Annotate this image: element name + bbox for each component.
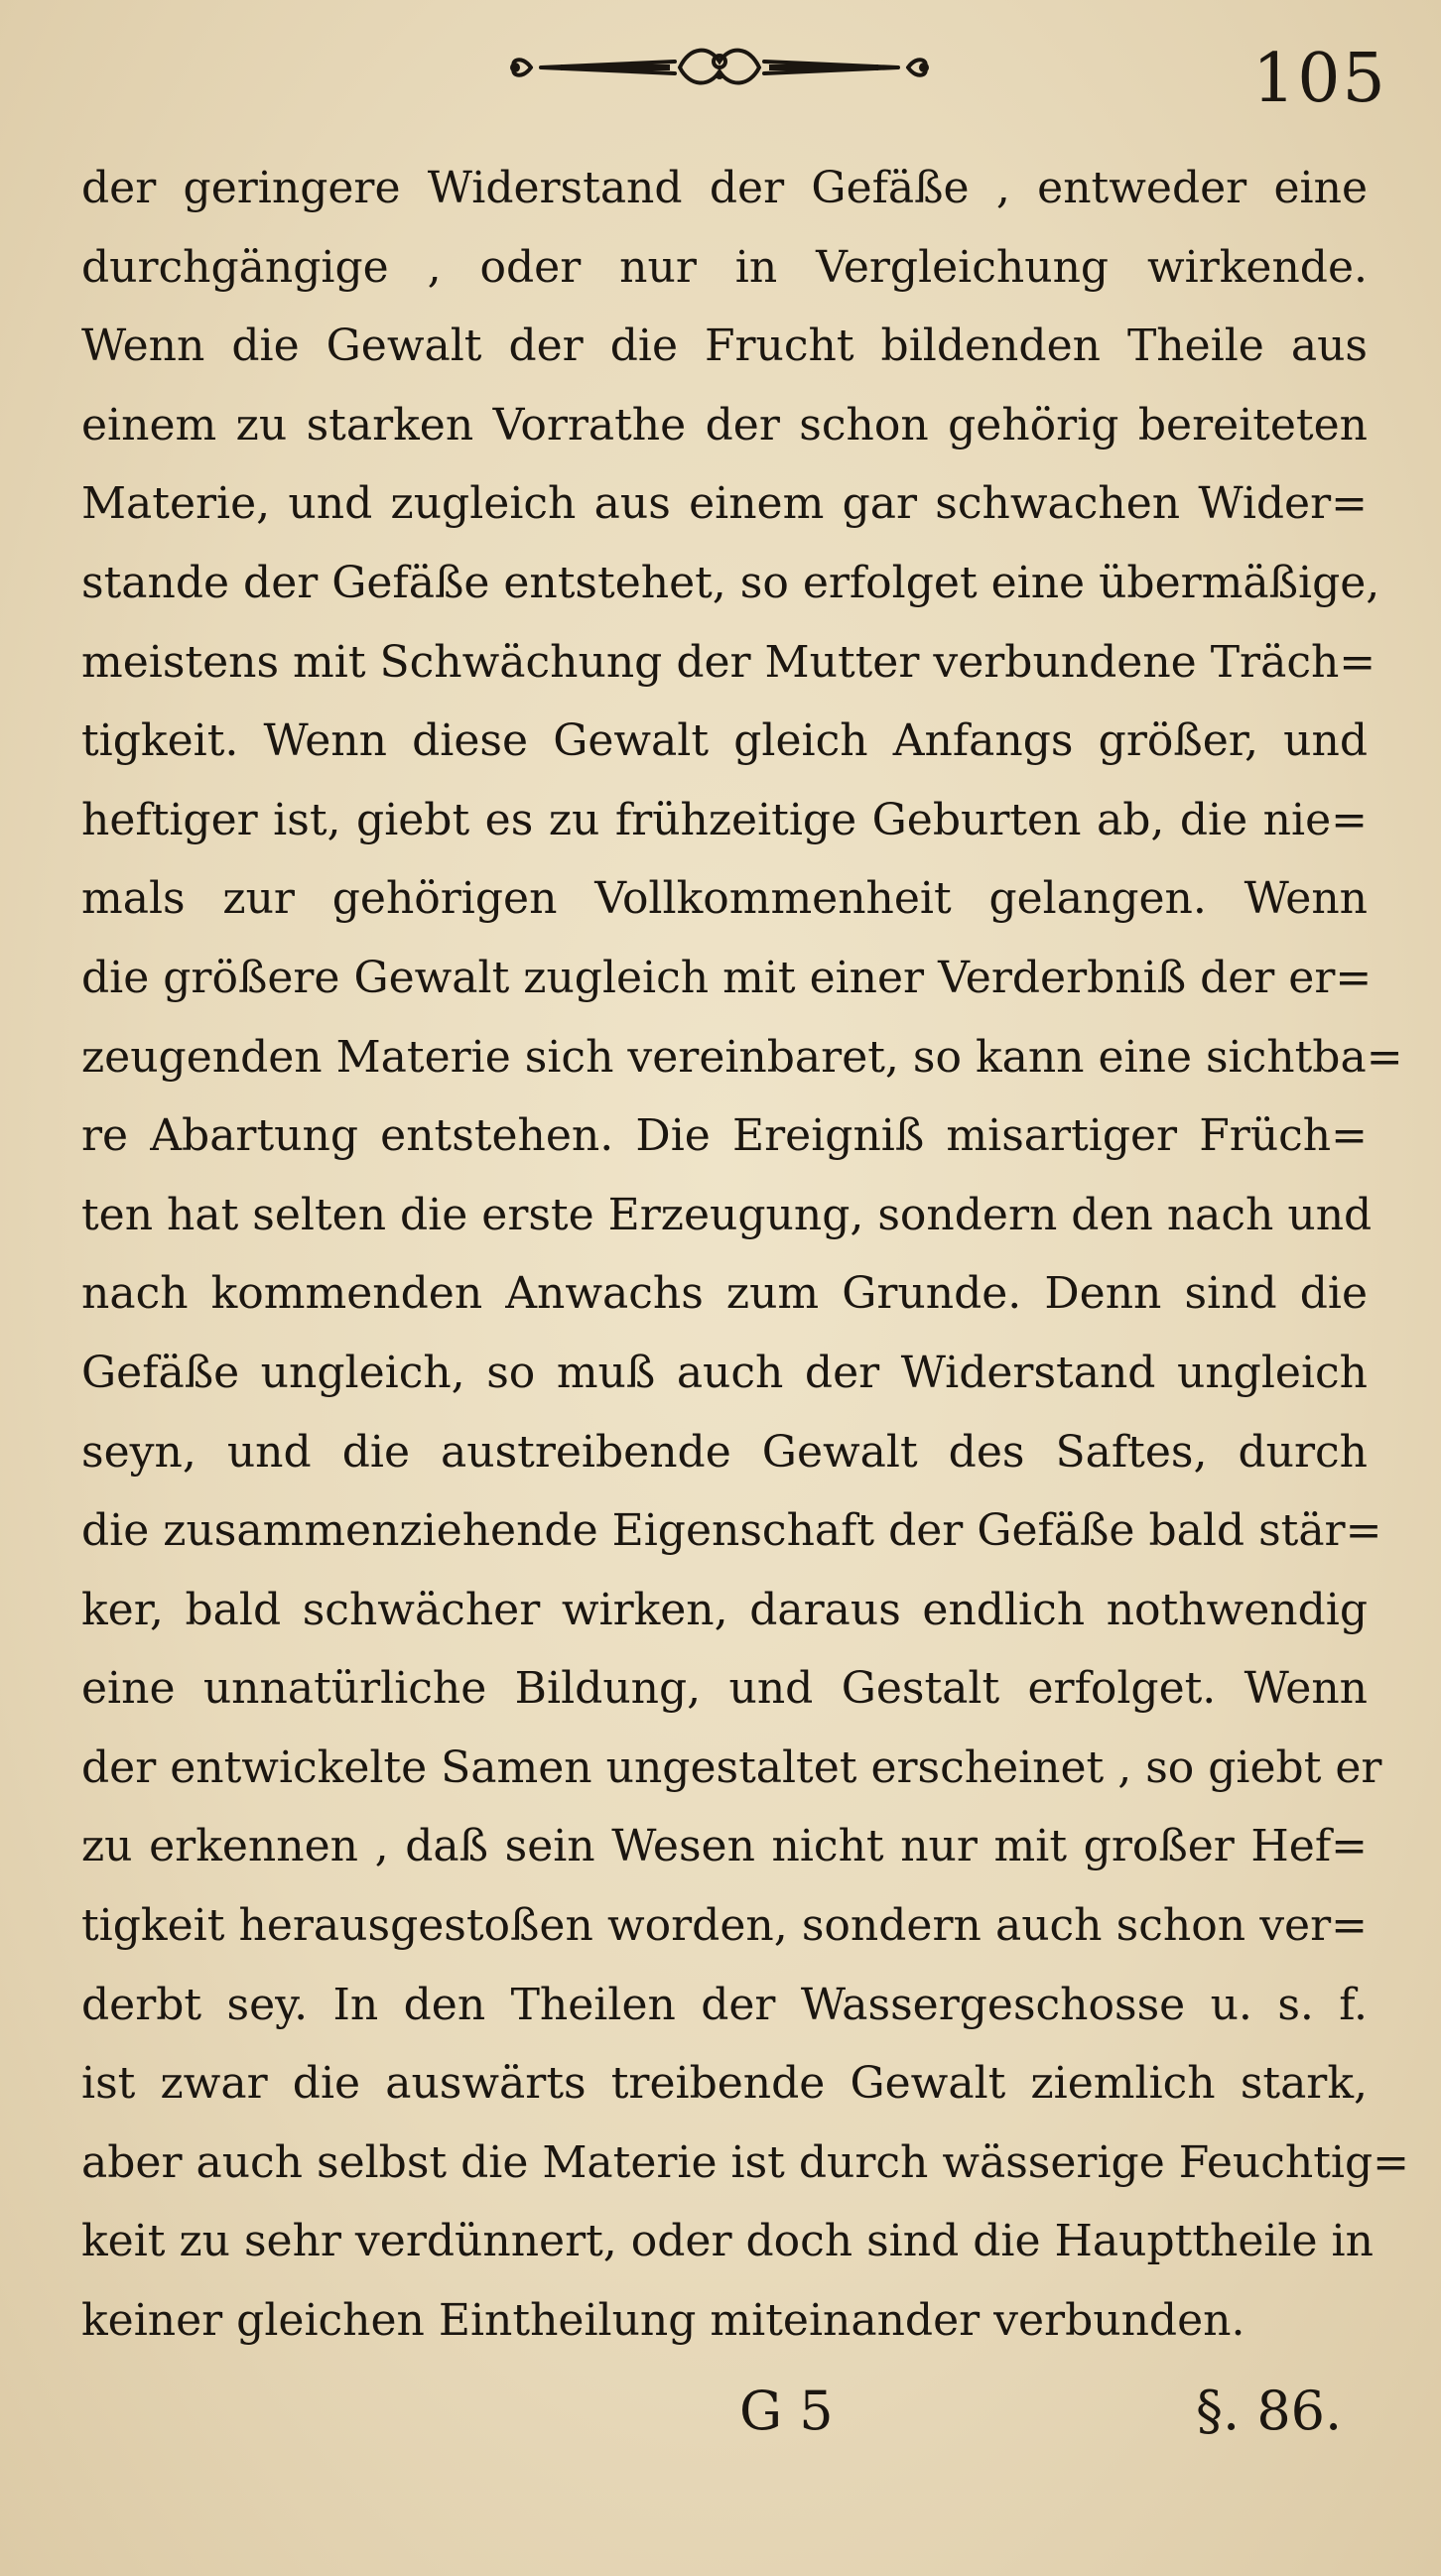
- text-line: keiner gleichen Eintheilung miteinander verbunden.: [81, 2295, 1245, 2347]
- text-line: heftiger ist, giebt es zu frühzeitige Geburten ab, die nie=: [81, 794, 1368, 845]
- text-line: re Abartung entstehen. Die Ereigniß misartiger Früch=: [81, 1110, 1368, 1162]
- text-line: nach kommenden Anwachs zum Grunde. Denn sind die: [81, 1268, 1368, 1320]
- text-line: die zusammenziehende Eigenschaft der Gefäße bald stär=: [81, 1505, 1382, 1557]
- text-line: einem zu starken Vorrathe der schon gehörig bereiteten: [81, 399, 1368, 451]
- text-line: die größere Gewalt zugleich mit einer Verderbniß der er=: [81, 952, 1373, 1003]
- text-line: Materie, und zugleich aus einem gar schwachen Wider=: [81, 478, 1368, 530]
- text-line: tigkeit. Wenn diese Gewalt gleich Anfangs größer, und: [81, 715, 1368, 767]
- text-line: eine unnatürliche Bildung, und Gestalt erfolget. Wenn: [81, 1663, 1368, 1715]
- text-line: ist zwar die auswärts treibende Gewalt ziemlich stark,: [81, 2058, 1368, 2110]
- text-line: seyn, und die austreibende Gewalt des Saftes, durch: [81, 1426, 1368, 1478]
- text-line: stande der Gefäße entstehet, so erfolget eine übermäßige,: [81, 557, 1380, 608]
- text-line: meistens mit Schwächung der Mutter verbundene Träch=: [81, 636, 1376, 688]
- decorative-rule-ornament-icon: [501, 40, 938, 95]
- text-line: Gefäße ungleich, so muß auch der Widerstand ungleich: [81, 1347, 1368, 1398]
- text-line: Wenn die Gewalt der die Frucht bildenden Theile aus: [81, 321, 1368, 372]
- text-line: zeugenden Materie sich vereinbaret, so kann eine sichtba=: [81, 1031, 1403, 1083]
- text-line: der entwickelte Samen ungestaltet erscheinet , so giebt er: [81, 1741, 1382, 1793]
- text-line: der geringere Widerstand der Gefäße , entweder eine: [81, 163, 1368, 213]
- text-line: keit zu sehr verdünnert, oder doch sind die Haupttheile in: [81, 2216, 1374, 2267]
- text-line: mals zur gehörigen Vollkommenheit gelangen. Wenn: [81, 873, 1368, 925]
- text-line: tigkeit herausgestoßen worden, sondern auch schon ver=: [81, 1900, 1368, 1952]
- text-line: ker, bald schwächer wirken, daraus endlich nothwendig: [81, 1584, 1368, 1635]
- text-line: ten hat selten die erste Erzeugung, sondern den nach und: [81, 1189, 1373, 1240]
- signature-mark: G 5: [739, 2380, 834, 2442]
- text-line: derbt sey. In den Theilen der Wassergeschosse u. s. f.: [81, 1979, 1368, 2030]
- catchword: §. 86.: [1196, 2380, 1343, 2442]
- page-number: 105: [1252, 40, 1387, 118]
- text-line: zu erkennen , daß sein Wesen nicht nur mit großer Hef=: [81, 1821, 1368, 1872]
- text-line: aber auch selbst die Materie ist durch wässerige Feuchtig=: [81, 2136, 1409, 2188]
- text-line: durchgängige , oder nur in Vergleichung wirkende.: [81, 241, 1368, 293]
- body-text: [81, 149, 1409, 2361]
